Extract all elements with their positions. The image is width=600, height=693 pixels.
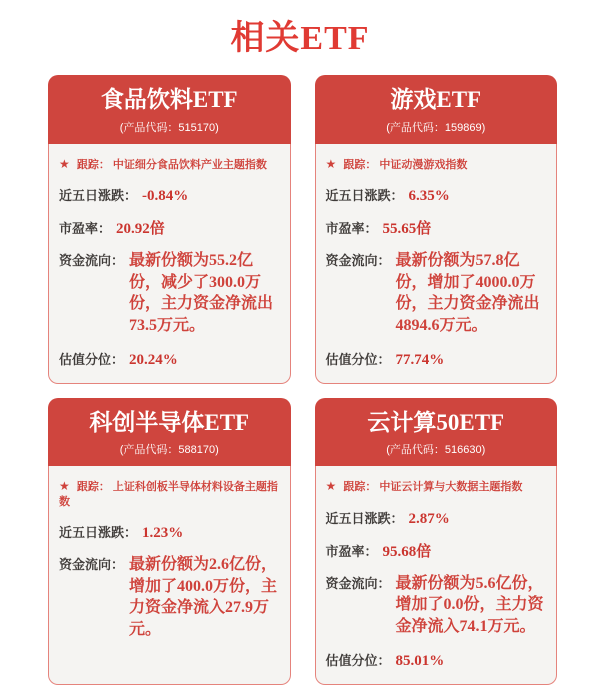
etf-name: 科创半导体ETF bbox=[89, 409, 250, 435]
metric-row-five-day bbox=[59, 185, 280, 205]
tracking-label: 跟踪： bbox=[343, 158, 377, 171]
tracking-label: 跟踪： bbox=[76, 481, 110, 494]
metric-label: 估值分位： bbox=[59, 351, 125, 367]
metric-value: 2.87% bbox=[408, 510, 450, 527]
product-code: (产品代码：588170) bbox=[119, 444, 219, 457]
metric-row-five-day bbox=[326, 185, 547, 205]
metric-row-five-day bbox=[59, 522, 280, 542]
tracking-row bbox=[59, 157, 280, 173]
page-title: 相关ETF bbox=[230, 20, 370, 57]
product-code: (产品代码：515170) bbox=[119, 121, 219, 134]
tracking-label: 跟踪： bbox=[343, 481, 377, 494]
metric-label: 近五日涨跌： bbox=[325, 510, 404, 526]
metric-row-valuation bbox=[326, 349, 547, 369]
card-body bbox=[315, 466, 558, 684]
card-body bbox=[315, 144, 558, 384]
metric-value: 77.74% bbox=[395, 351, 445, 368]
etf-name: 食品饮料ETF bbox=[100, 87, 238, 112]
card-body bbox=[48, 466, 291, 684]
metric-value: 55.65倍 bbox=[382, 221, 432, 238]
metric-value: 20.92倍 bbox=[116, 221, 165, 238]
tracking-index: 上证科创板半导体材料设备主题指数 bbox=[59, 481, 278, 508]
star-icon: ★ bbox=[59, 156, 70, 171]
metric-value: 85.01% bbox=[395, 652, 445, 669]
star-icon: ★ bbox=[325, 156, 337, 171]
metric-label: 估值分位： bbox=[325, 652, 391, 668]
metric-label: 市盈率： bbox=[59, 221, 112, 237]
etf-name: 游戏ETF bbox=[390, 87, 482, 112]
metric-value: 最新份额为5.6亿份，增加了0.0份，主力资金净流入74.1万元。 bbox=[395, 574, 544, 635]
metric-value: 最新份额为2.6亿份，增加了400.0万份，主力资金净流入27.9万元。 bbox=[129, 556, 278, 638]
metric-row-fund-flow bbox=[326, 573, 547, 638]
metric-row-fund-flow bbox=[59, 554, 280, 640]
card-header bbox=[48, 398, 291, 467]
metric-row-five-day bbox=[326, 508, 547, 528]
card-header bbox=[315, 398, 558, 467]
metric-label: 近五日涨跌： bbox=[59, 188, 138, 204]
metric-value: 95.68倍 bbox=[382, 543, 432, 560]
etf-card-grid bbox=[0, 75, 600, 693]
metric-value: 最新份额为55.2亿份，减少了300.0万份，主力资金净流出73.5万元。 bbox=[129, 252, 274, 334]
tracking-row bbox=[326, 157, 547, 173]
metric-row-pe bbox=[326, 217, 547, 238]
etf-name: 云计算50ETF bbox=[367, 409, 505, 435]
product-code: (产品代码：159869) bbox=[386, 121, 486, 134]
tracking-index: 中证细分食品饮料产业主题指数 bbox=[112, 158, 267, 171]
metric-label: 市盈率： bbox=[325, 543, 378, 559]
metric-row-valuation bbox=[59, 349, 280, 369]
metric-label: 资金流向： bbox=[59, 253, 125, 269]
metric-value: 1.23% bbox=[142, 525, 184, 542]
metric-row-fund-flow bbox=[326, 250, 547, 336]
metric-label: 市盈率： bbox=[325, 221, 378, 237]
metric-row-pe bbox=[326, 540, 547, 561]
metric-row-pe bbox=[59, 217, 280, 238]
tracking-row bbox=[326, 479, 547, 495]
metric-label: 资金流向： bbox=[325, 575, 391, 591]
metric-value: -0.84% bbox=[142, 188, 189, 205]
metric-label: 近五日涨跌： bbox=[59, 525, 138, 541]
etf-card-food-beverage bbox=[48, 75, 291, 384]
metric-value: 最新份额为57.8亿份，增加了4000.0万份，主力资金净流出4894.6万元。 bbox=[395, 252, 540, 334]
metric-value: 20.24% bbox=[129, 351, 178, 368]
tracking-row bbox=[59, 479, 280, 509]
card-body bbox=[48, 144, 291, 384]
tracking-index: 中证云计算与大数据主题指数 bbox=[379, 481, 523, 494]
metric-label: 近五日涨跌： bbox=[325, 188, 404, 204]
etf-card-cloud-computing bbox=[315, 398, 558, 685]
metric-value: 6.35% bbox=[408, 188, 450, 205]
tracking-index: 中证动漫游戏指数 bbox=[379, 158, 468, 171]
etf-card-semiconductor bbox=[48, 398, 291, 685]
metric-label: 估值分位： bbox=[325, 351, 391, 367]
star-icon: ★ bbox=[59, 479, 70, 494]
metric-label: 资金流向： bbox=[59, 557, 125, 573]
star-icon: ★ bbox=[325, 479, 337, 494]
card-header bbox=[315, 75, 558, 144]
tracking-label: 跟踪： bbox=[76, 158, 110, 171]
metric-row-fund-flow bbox=[59, 250, 280, 336]
etf-card-gaming bbox=[315, 75, 558, 384]
metric-label: 资金流向： bbox=[325, 253, 391, 269]
card-header bbox=[48, 75, 291, 144]
metric-row-valuation bbox=[326, 650, 547, 670]
product-code: (产品代码：516630) bbox=[386, 444, 486, 457]
